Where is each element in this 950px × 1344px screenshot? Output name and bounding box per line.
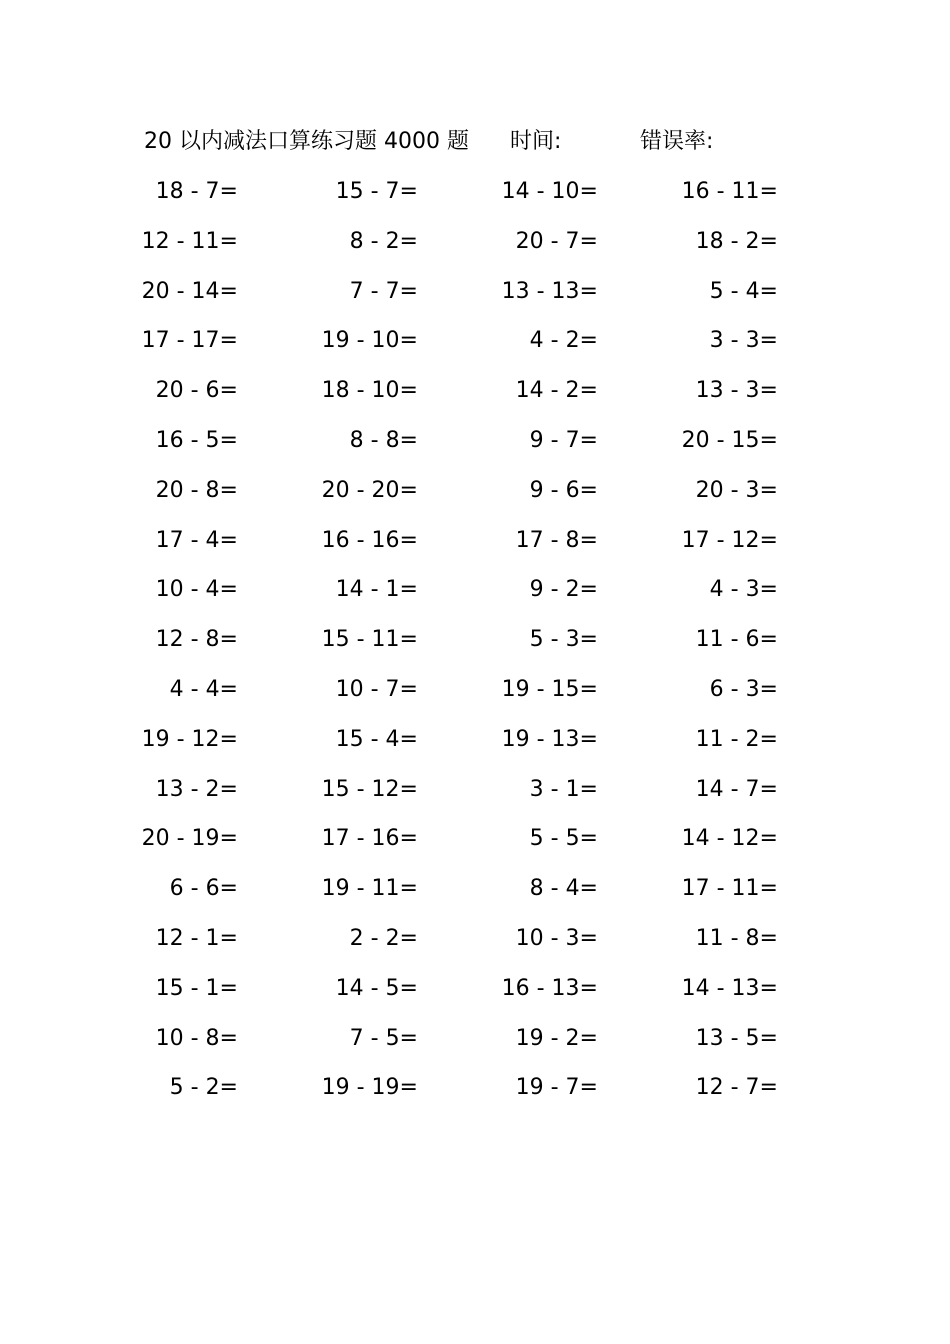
subtraction-problem: 17 - 8= [515,527,598,553]
problem-row [134,323,814,373]
subtraction-problem: 19 - 12= [141,726,238,752]
problem-row [134,772,814,822]
subtraction-problem: 12 - 1= [155,925,238,951]
subtraction-problem: 5 - 3= [529,627,598,653]
subtraction-problem: 7 - 7= [349,278,418,304]
problem-row [134,523,814,573]
subtraction-problem: 9 - 6= [529,477,598,503]
subtraction-problem: 12 - 7= [695,1075,778,1101]
subtraction-problem: 14 - 2= [515,378,598,404]
subtraction-problem: 16 - 5= [155,427,238,453]
subtraction-problem: 5 - 4= [709,278,778,304]
subtraction-problem: 17 - 17= [141,328,238,354]
problem-row [134,921,814,971]
time-label: 时间: [510,129,562,154]
subtraction-problem: 13 - 3= [695,378,778,404]
subtraction-problem: 14 - 1= [335,577,418,603]
problem-row [134,1070,814,1120]
subtraction-problem: 13 - 13= [501,278,598,304]
subtraction-problem: 19 - 7= [515,1075,598,1101]
subtraction-problem: 4 - 2= [529,328,598,354]
subtraction-problem: 15 - 7= [335,179,418,204]
subtraction-problem: 19 - 2= [515,1025,598,1051]
subtraction-problem: 19 - 11= [321,876,418,902]
subtraction-problem: 12 - 11= [141,228,238,254]
subtraction-problem: 14 - 5= [335,975,418,1001]
problem-row [134,871,814,921]
subtraction-problem: 19 - 13= [501,726,598,752]
subtraction-problem: 8 - 2= [349,228,418,254]
subtraction-problem: 13 - 5= [695,1025,778,1051]
subtraction-problem: 4 - 3= [709,577,778,603]
subtraction-problem: 9 - 7= [529,427,598,453]
problem-row [134,274,814,324]
problem-row [134,622,814,672]
subtraction-problem: 17 - 4= [155,527,238,553]
subtraction-problem: 10 - 4= [155,577,238,603]
subtraction-problem: 11 - 8= [695,925,778,951]
subtraction-problem: 17 - 16= [321,826,418,852]
subtraction-problem: 15 - 12= [321,776,418,802]
subtraction-problem: 20 - 19= [141,826,238,852]
subtraction-problem: 19 - 15= [501,676,598,702]
subtraction-problem: 11 - 2= [695,726,778,752]
subtraction-problem: 8 - 4= [529,876,598,902]
subtraction-problem: 20 - 20= [321,477,418,503]
subtraction-problem: 18 - 7= [155,179,238,204]
subtraction-problem: 2 - 2= [349,925,418,951]
subtraction-problem: 3 - 1= [529,776,598,802]
subtraction-problem: 5 - 2= [169,1075,238,1101]
subtraction-problem: 18 - 2= [695,228,778,254]
problem-row [134,672,814,722]
subtraction-problem: 20 - 7= [515,228,598,254]
subtraction-problem: 15 - 1= [155,975,238,1001]
subtraction-problem: 8 - 8= [349,427,418,453]
subtraction-problem: 16 - 13= [501,975,598,1001]
subtraction-problem: 19 - 19= [321,1075,418,1101]
subtraction-problem: 10 - 3= [515,925,598,951]
problem-row [134,174,814,224]
subtraction-problem: 16 - 16= [321,527,418,553]
problem-row [134,224,814,274]
subtraction-problem: 6 - 3= [709,676,778,702]
subtraction-problem: 14 - 12= [681,826,778,852]
problem-row [134,971,814,1021]
subtraction-problem: 13 - 2= [155,776,238,802]
subtraction-problem: 14 - 7= [695,776,778,802]
subtraction-problem: 16 - 11= [681,179,778,204]
subtraction-problem: 19 - 10= [321,328,418,354]
problem-row [134,821,814,871]
subtraction-problem: 18 - 10= [321,378,418,404]
subtraction-problem: 7 - 5= [349,1025,418,1051]
subtraction-problem: 20 - 3= [695,477,778,503]
subtraction-problem: 10 - 7= [335,676,418,702]
subtraction-problem: 6 - 6= [169,876,238,902]
subtraction-problem: 20 - 14= [141,278,238,304]
subtraction-problem: 20 - 15= [681,427,778,453]
subtraction-problem: 15 - 11= [321,627,418,653]
subtraction-problem: 4 - 4= [169,676,238,702]
worksheet-title: 20 以内减法口算练习题 4000 题 [144,129,469,154]
problem-row [134,423,814,473]
problem-row [134,473,814,523]
subtraction-problem: 17 - 11= [681,876,778,902]
problem-grid [134,174,814,1120]
subtraction-problem: 3 - 3= [709,328,778,354]
subtraction-problem: 9 - 2= [529,577,598,603]
subtraction-problem: 10 - 8= [155,1025,238,1051]
error-rate-label: 错误率: [640,129,714,154]
subtraction-problem: 17 - 12= [681,527,778,553]
subtraction-problem: 14 - 10= [501,179,598,204]
problem-row [134,1021,814,1071]
problem-row [134,572,814,622]
subtraction-problem: 20 - 8= [155,477,238,503]
subtraction-problem: 12 - 8= [155,627,238,653]
subtraction-problem: 20 - 6= [155,378,238,404]
problem-row [134,373,814,423]
subtraction-problem: 11 - 6= [695,627,778,653]
subtraction-problem: 15 - 4= [335,726,418,752]
problem-row [134,722,814,772]
worksheet-header [144,126,784,158]
subtraction-problem: 14 - 13= [681,975,778,1001]
subtraction-problem: 5 - 5= [529,826,598,852]
